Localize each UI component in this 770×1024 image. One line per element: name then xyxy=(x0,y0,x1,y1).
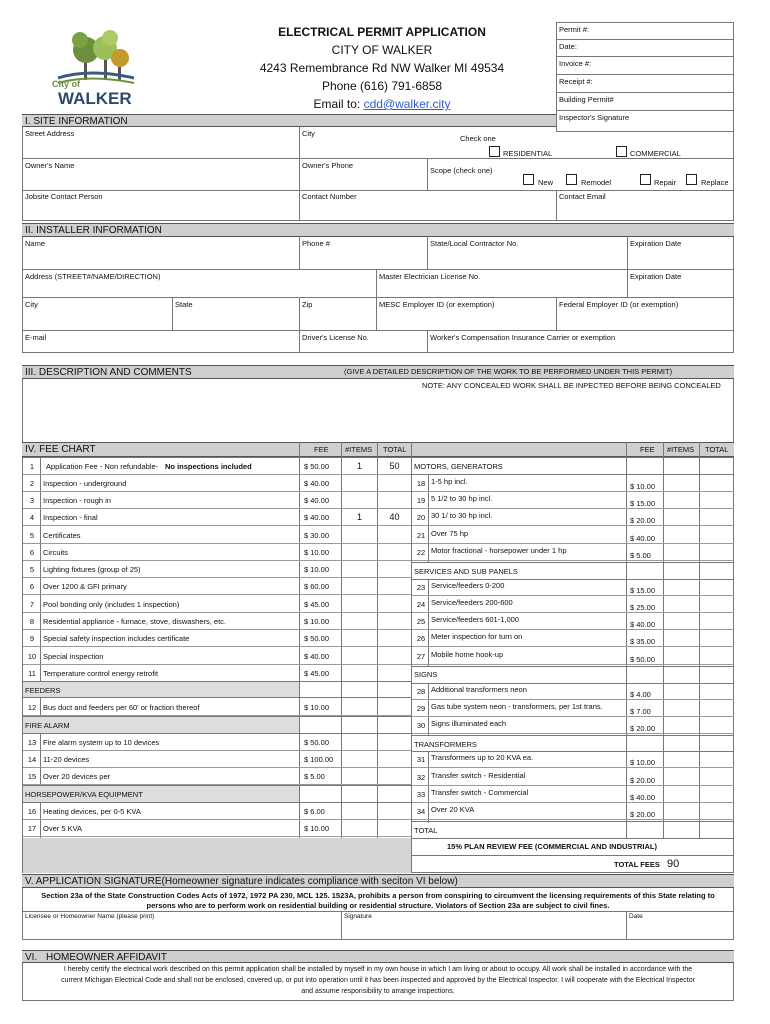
expiration-date-2-label: Expiration Date xyxy=(630,272,682,281)
fee-item-label: Special inspection xyxy=(43,652,104,661)
fee-item-amount: $ 10.00 xyxy=(304,565,330,574)
fee-item-number: 15 xyxy=(27,772,37,781)
replace-checkbox[interactable] xyxy=(686,174,697,185)
site-city-label: City xyxy=(302,129,315,138)
logo-city-of: City of xyxy=(52,79,80,89)
services-header: SERVICES AND SUB PANELS xyxy=(414,567,518,576)
fee-item-number: 32 xyxy=(416,773,426,782)
left-total-col-header: TOTAL xyxy=(383,445,407,454)
fee-item-number: 18 xyxy=(416,479,426,488)
installer-zip-label: Zip xyxy=(302,300,313,309)
fee-item-amount: $ 35.00 xyxy=(630,637,656,646)
fee-item-number: 23 xyxy=(416,583,426,592)
fee-item-number: 17 xyxy=(27,824,37,833)
fee-item-number: 11 xyxy=(28,669,36,678)
fee-item-number: 1 xyxy=(29,462,35,471)
feeders-header: FEEDERS xyxy=(25,686,61,695)
city-phone: Phone (616) 791-6858 xyxy=(321,79,443,93)
affidavit-title: HOMEOWNER AFFIDAVIT xyxy=(46,952,167,963)
fee-item-number: 6 xyxy=(29,548,35,557)
installer-phone-label: Phone # xyxy=(302,239,330,248)
fee-item-amount: $ 10.00 xyxy=(304,824,330,833)
fee-item-label: Over 75 hp xyxy=(431,529,469,538)
fee-item-count[interactable]: 1 xyxy=(356,461,362,471)
commercial-checkbox[interactable] xyxy=(616,146,627,157)
fee-item-amount: $ 50.00 xyxy=(304,738,330,747)
fee-item-label: Gas tube system neon - transformers, per 1st trans. xyxy=(431,702,603,711)
new-checkbox[interactable] xyxy=(523,174,534,185)
fee-item-label: Service/feeders 0-200 xyxy=(431,581,505,590)
fee-item-label: 11-20 devices xyxy=(43,755,90,764)
affidavit-line-1: I hereby certify the electrical work described on this permit application shall be installed by myself in my own house in which I am living or about to occupy. All work shall be installed in accordance with the xyxy=(63,966,693,973)
new-label: New xyxy=(538,178,554,187)
description-field[interactable] xyxy=(24,392,732,440)
fee-item-amount: $ 10.00 xyxy=(304,617,330,626)
fee-item-number: 31 xyxy=(416,755,426,764)
fee-item-amount: $ 15.00 xyxy=(630,499,656,508)
fee-item-number: 30 xyxy=(416,721,426,730)
fee-item-number: 26 xyxy=(416,634,426,643)
fee-item-amount: $ 30.00 xyxy=(304,531,330,540)
fee-item-label: Lighting fixtures (group of 25) xyxy=(43,565,141,574)
affidavit-section-header xyxy=(22,950,734,963)
fee-item-label: 5 1/2 to 30 hp incl. xyxy=(431,494,493,503)
fee-item-number: 12 xyxy=(27,703,37,712)
fee-item-amount: $ 20.00 xyxy=(630,776,656,785)
fee-item-label: Circuits xyxy=(43,548,69,557)
fee-item-total[interactable]: 40 xyxy=(389,512,400,522)
fee-item-label: Inspection - final xyxy=(43,513,98,522)
fee-item-number: 21 xyxy=(416,531,426,540)
fee-item-amount: $ 7.00 xyxy=(630,707,651,716)
fee-item-amount: $ 100.00 xyxy=(304,755,334,764)
right-items-col-header: #ITEMS xyxy=(667,445,695,454)
replace-label: Replace xyxy=(701,178,729,187)
fee-item-amount: $ 10.00 xyxy=(630,758,656,767)
legal-text-line-1: Section 23a of the State Construction Codes Acts of 1972, 1972 PA 230, MCL 125. 1523A, prohibits a person from conspiring to circumvent the licensing requirements of this State relating to xyxy=(41,891,715,900)
fee-item-amount: $ 20.00 xyxy=(630,516,656,525)
installer-name-label: Name xyxy=(25,239,46,248)
fee-item-number: 24 xyxy=(416,600,426,609)
fee-item-amount: $ 10.00 xyxy=(304,703,330,712)
fee-item-number: 29 xyxy=(416,704,426,713)
installer-email-label: E-mail xyxy=(25,333,47,342)
fee-item-label: Inspection - underground xyxy=(43,479,127,488)
description-title: III. DESCRIPTION AND COMMENTS xyxy=(25,367,192,378)
fire-alarm-header: FIRE ALARM xyxy=(25,721,70,730)
fee-item-label: Over 5 KVA xyxy=(43,824,83,833)
fee-item-amount: $ 60.00 xyxy=(304,582,330,591)
fee-item-number: 10 xyxy=(27,652,37,661)
fee-item-label: Transformers up to 20 KVA ea. xyxy=(431,753,534,762)
fee-item-amount: $ 25.00 xyxy=(630,603,656,612)
fee-item-amount: $ 10.00 xyxy=(304,548,330,557)
fee-table-greyed-area xyxy=(23,838,411,873)
fee-item-amount: $ 50.00 xyxy=(304,634,330,643)
fee-item-amount: $ 40.00 xyxy=(304,513,330,522)
affidavit-line-3: and assume responsibility to arrange inspections. xyxy=(301,988,455,995)
fee-item-number: 22 xyxy=(416,548,426,557)
fee-item-label: Inspection - rough in xyxy=(43,496,111,505)
installer-city-label: City xyxy=(25,300,38,309)
residential-checkbox[interactable] xyxy=(489,146,500,157)
affidavit-line-2: current Michigan Electrical Code and shall not be enclosed, covered up, or put into operation until it has been inspected and approved by the Electrical Inspector. I will cooperate with the Electrical Inspector xyxy=(61,977,695,984)
fee-item-number: 5 xyxy=(29,531,35,540)
horsepower-header: HORSEPOWER/KVA EQUIPMENT xyxy=(25,790,143,799)
fee-item-number: 7 xyxy=(29,600,35,609)
fee-item-label: Certificates xyxy=(43,531,81,540)
fee-item-label: 1-5 hp incl. xyxy=(431,477,468,486)
affidavit-number: VI. xyxy=(25,952,38,963)
building-permit-label: Building Permit# xyxy=(559,95,614,104)
fee-item-label: Transfer switch - Residential xyxy=(431,771,526,780)
total-fees-label: TOTAL FEES xyxy=(614,860,660,869)
fee-item-amount: $ 40.00 xyxy=(304,479,330,488)
city-address: 4243 Remembrance Rd NW Walker MI 49534 xyxy=(259,61,505,75)
remodel-checkbox[interactable] xyxy=(566,174,577,185)
drivers-license-label: Driver's License No. xyxy=(302,333,369,342)
fee-item-number: 34 xyxy=(416,807,426,816)
fee-item-label: Temperature control energy retrofit xyxy=(43,669,159,678)
fee-item-number: 2 xyxy=(29,479,35,488)
fee-item-label: Fire alarm system up to 10 devices xyxy=(43,738,160,747)
repair-checkbox[interactable] xyxy=(640,174,651,185)
fee-item-label: Signs illuminated each xyxy=(431,719,507,728)
licensee-name-label: Licensee or Homeowner Name (please print) xyxy=(25,913,155,920)
permit-number-label: Permit #: xyxy=(559,25,590,34)
fee-item-label: Over 20 devices per xyxy=(43,772,111,781)
remodel-label: Remodel xyxy=(581,178,612,187)
fee-item-label: Service/feeders 601-1,000 xyxy=(431,615,519,624)
plan-review-fee-label: 15% PLAN REVIEW FEE (COMMERCIAL AND INDUSTRIAL) xyxy=(447,842,658,851)
street-address-field[interactable] xyxy=(23,139,298,157)
fee-item-label: Pool bonding only (includes 1 inspection) xyxy=(43,600,180,609)
repair-label: Repair xyxy=(654,178,677,187)
fee-item-amount: $ 40.00 xyxy=(630,793,656,802)
date-label: Date: xyxy=(559,42,577,51)
fee-item-label: Residential appliance - furnace, stove, diswashers, etc. xyxy=(43,617,227,626)
fee-row-left xyxy=(23,527,411,544)
fee-item-number: 33 xyxy=(416,790,426,799)
fee-item-amount: $ 40.00 xyxy=(630,534,656,543)
fee-item-number: 28 xyxy=(416,687,426,696)
left-items-col-header: #ITEMS xyxy=(345,445,373,454)
site-section-header: I. SITE INFORMATION xyxy=(22,114,556,127)
mesc-id-label: MESC Employer ID (or exemption) xyxy=(379,300,495,309)
form-title: ELECTRICAL PERMIT APPLICATION xyxy=(278,25,486,39)
concealed-work-note: NOTE: ANY CONCEALED WORK SHALL BE INPECTED BEFORE BEING CONCEALED xyxy=(422,381,721,390)
fee-item-number: 19 xyxy=(416,496,426,505)
fee-item-label: Application Fee - Non refundable- xyxy=(46,462,159,471)
fee-item-label: 30 1/ to 30 hp incl. xyxy=(431,511,493,520)
expiration-date-1-label: Expiration Date xyxy=(630,239,682,248)
check-one-label: Check one xyxy=(460,134,496,143)
fee-item-amount: $ 20.00 xyxy=(630,724,656,733)
fee-item-number: 3 xyxy=(29,496,35,505)
fee-item-amount: $ 20.00 xyxy=(630,810,656,819)
transformers-header: TRANSFORMERS xyxy=(414,740,477,749)
fee-item-count[interactable]: 1 xyxy=(356,512,362,522)
fee-item-label: Heating devices, per 0-5 KVA xyxy=(43,807,141,816)
owner-phone-label: Owner's Phone xyxy=(302,161,354,170)
fee-item-amount: $ 40.00 xyxy=(630,620,656,629)
street-address-label: Street Address xyxy=(25,129,75,138)
installer-state-label: State xyxy=(175,300,193,309)
total-fees-value[interactable]: 90 xyxy=(667,858,680,870)
federal-id-label: Federal Employer ID (or exemption) xyxy=(559,300,679,309)
receipt-label: Receipt #: xyxy=(559,77,593,86)
total-header: TOTAL xyxy=(414,826,438,835)
legal-text-line-2: persons who are to perform work on residential building or residential structure. Violators of Section 23a are subject to civil fines. xyxy=(146,901,610,910)
scope-label: Scope (check one) xyxy=(430,166,493,175)
installer-address-label: Address (STREET#/NAME/DIRECTION) xyxy=(25,272,161,281)
fee-item-amount: $ 40.00 xyxy=(304,652,330,661)
fee-item-amount: $ 6.00 xyxy=(304,807,325,816)
email-link[interactable]: cdd@walker.city xyxy=(363,97,451,111)
commercial-label: COMMERCIAL xyxy=(630,149,681,158)
fee-item-label: Service/feeders 200-600 xyxy=(431,598,513,607)
installer-section-header: II. INSTALLER INFORMATION xyxy=(22,223,734,237)
left-fee-col-header: FEE xyxy=(314,445,329,454)
fee-item-number: 25 xyxy=(416,617,426,626)
fee-item-label: Over 20 KVA xyxy=(431,805,475,814)
owner-name-label: Owner's Name xyxy=(25,161,75,170)
email-line xyxy=(232,98,532,110)
fee-item-bold-note: No inspections included xyxy=(165,462,252,471)
fee-item-amount: $ 45.00 xyxy=(304,600,330,609)
fee-item-number: 6 xyxy=(29,582,35,591)
signature-label: Signature xyxy=(344,913,372,920)
fee-item-amount: $ 50.00 xyxy=(630,655,656,664)
email-label: Email to: xyxy=(313,97,364,111)
residential-label: RESIDENTIAL xyxy=(503,149,553,158)
fee-item-number: 4 xyxy=(29,513,35,522)
fee-item-number: 16 xyxy=(27,807,37,816)
description-instruction: (GIVE A DETAILED DESCRIPTION OF THE WORK TO BE PERFORMED UNDER THIS PERMIT) xyxy=(344,367,673,376)
fee-item-amount: $ 5.00 xyxy=(304,772,325,781)
fee-item-amount: $ 50.00 xyxy=(304,462,330,471)
signs-header: SIGNS xyxy=(414,670,438,679)
fee-item-amount: $ 4.00 xyxy=(630,690,651,699)
fee-item-label: Special safety inspection includes certificate xyxy=(43,634,190,643)
master-license-label: Master Electrician License No. xyxy=(379,272,481,281)
fee-item-label: Over 1200 & GFI primary xyxy=(43,582,127,591)
inspector-signature-label: Inspector's Signature xyxy=(559,113,630,122)
signature-date-label: Date xyxy=(629,913,643,920)
fee-item-number: 20 xyxy=(416,513,426,522)
contractor-number-label: State/Local Contractor No. xyxy=(430,239,519,248)
logo-walker: WALKER xyxy=(58,89,132,108)
fee-item-label: Mobile home hook-up xyxy=(431,650,504,659)
workers-comp-label: Worker's Compensation Insurance Carrier or exemption xyxy=(430,333,616,342)
fee-item-label: Additional transformers neon xyxy=(431,685,527,694)
invoice-label: Invoice #: xyxy=(559,59,592,68)
motors-header: MOTORS, GENERATORS xyxy=(414,462,503,471)
city-logo xyxy=(50,28,140,108)
fee-item-label: Transfer switch - Commercial xyxy=(431,788,529,797)
jobsite-contact-label: Jobsite Contact Person xyxy=(25,192,103,201)
fee-item-total[interactable]: 50 xyxy=(389,461,400,471)
right-total-col-header: TOTAL xyxy=(705,445,729,454)
fee-item-amount: $ 40.00 xyxy=(304,496,330,505)
fee-item-label: Meter inspection for turn on xyxy=(431,632,523,641)
fee-item-amount: $ 15.00 xyxy=(630,586,656,595)
fee-item-number: 9 xyxy=(29,634,35,643)
fee-chart-header xyxy=(22,442,734,457)
contact-email-label: Contact Email xyxy=(559,192,606,201)
fee-item-number: 14 xyxy=(27,755,37,764)
city-name: CITY OF WALKER xyxy=(331,43,433,57)
right-fee-col-header: FEE xyxy=(640,445,655,454)
fee-item-number: 8 xyxy=(29,617,35,626)
contact-number-label: Contact Number xyxy=(302,192,357,201)
signature-section-header: V. APPLICATION SIGNATURE(Homeowner signature indicates compliance with seciton VI below) xyxy=(22,874,734,888)
fee-item-amount: $ 10.00 xyxy=(630,482,656,491)
fee-row-left xyxy=(23,544,411,561)
fee-item-label: Motor fractional - horsepower under 1 hp xyxy=(431,546,567,555)
fee-item-number: 5 xyxy=(29,565,35,574)
fee-item-amount: $ 45.00 xyxy=(304,669,330,678)
fee-item-number: 27 xyxy=(416,652,426,661)
fee-item-amount: $ 5.00 xyxy=(630,551,651,560)
fee-item-number: 13 xyxy=(27,738,37,747)
fee-item-label: Bus duct and feeders per 60' or fraction thereof xyxy=(43,703,200,712)
fee-chart-title: IV. FEE CHART xyxy=(25,444,96,455)
